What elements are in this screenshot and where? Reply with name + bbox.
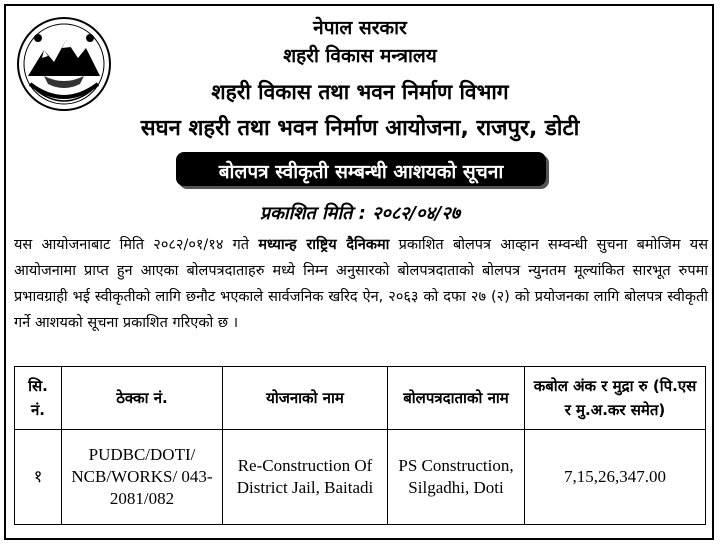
notice-body-part1: यस आयोजनाबाट मिति २०८२/०१/१४ गते: [14, 237, 259, 253]
header-line-ministry: शहरी विकास मन्त्रालय: [283, 45, 437, 67]
header-line-project: सघन शहरी तथा भवन निर्माण आयोजना, राजपुर, डोटी: [140, 116, 580, 141]
newspaper-name: मध्यान्ह राष्ट्रिय दैनिकमा: [258, 237, 390, 253]
cell-amount: 7,15,26,347.00: [525, 430, 706, 525]
header-project-name: योजनाको नाम: [223, 367, 388, 430]
bid-acceptance-table: [14, 366, 706, 525]
table-row: [15, 430, 706, 525]
cell-serial: १: [15, 430, 62, 525]
header-contract-no: ठेक्का नं.: [62, 367, 223, 430]
cell-project-name: Re-Construction Of District Jail, Baitadi: [223, 430, 388, 525]
notice-body-part2: प्रकाशित बोलपत्र आव्हान सम्वन्धी सुचना बमोजिम यस आयोजनामा प्राप्त हुन आएका बोलपत्रदाताहरु मध्ये निम्न अनुसारको बोलपत्रदाताको बोलपत्र न्युनतम मूल्यांकित सारभूत रुपमा प्रभावग्राही भई स्वीकृतीको लागि छनौट भएकाले सार्वजनिक खरिद ऐन, २०६३ को दफा २७ (२) को प्रयोजनका लागि बोलपत्र स्वीकृती गर्ने आशयको सूचना प्रकाशित गरिएको छ ।: [14, 237, 708, 331]
cell-contract-no: PUDBC/DOTI/ NCB/WORKS/ 043-2081/082: [62, 430, 223, 525]
header-amount: कबोल अंक र मुद्रा रु (पि.एस र मु.अ.कर समेत): [525, 367, 706, 430]
header-serial: सि. नं.: [15, 367, 62, 430]
header-line-government: नेपाल सरकार: [313, 17, 407, 39]
header-line-department: शहरी विकास तथा भवन निर्माण विभाग: [211, 80, 509, 104]
header-bidder: बोलपत्रदाताको नाम: [388, 367, 525, 430]
notice-body: [14, 232, 708, 336]
published-date: प्रकाशित मिति : २०८२/०४/२७: [259, 203, 461, 224]
notice-title: बोलपत्र स्वीकृती सम्बन्धी आशयको सूचना: [218, 161, 504, 183]
table-header-row: [15, 367, 706, 430]
cell-bidder: PS Construction, Silgadhi, Doti: [388, 430, 525, 525]
